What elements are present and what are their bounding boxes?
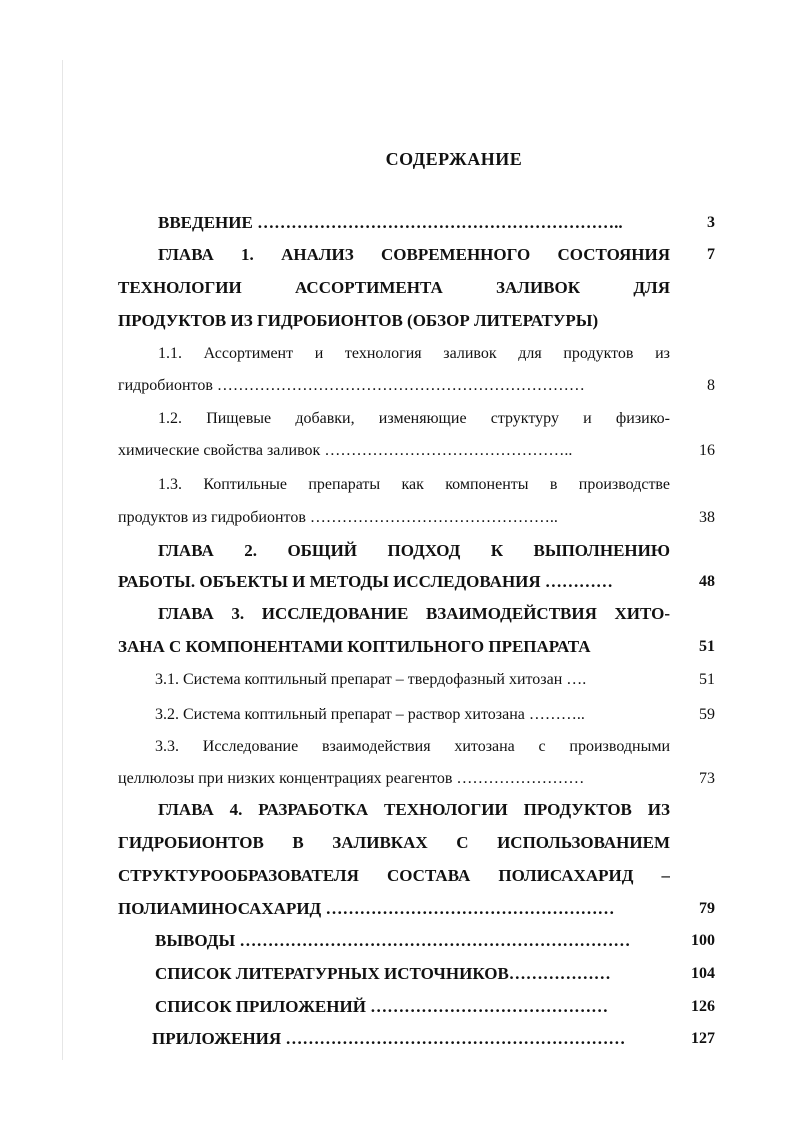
toc-page-number: 51 <box>699 638 715 655</box>
toc-entry-introduction <box>0 208 793 238</box>
toc-page-number: 3 <box>707 214 715 231</box>
toc-entry-text: СПИСОК ПРИЛОЖЕНИЙ …………………………………… <box>155 997 609 1016</box>
toc-entry-text: ВВЕДЕНИЕ ……………………………………………………….. <box>158 213 623 232</box>
toc-entry-text: ПРОДУКТОВ ИЗ ГИДРОБИОНТОВ (ОБЗОР ЛИТЕРАТУРЫ) <box>118 311 599 330</box>
toc-entry-text: ПРИЛОЖЕНИЯ …………………………………………………… <box>152 1029 626 1048</box>
toc-entry-text: РАБОТЫ. ОБЪЕКТЫ И МЕТОДЫ ИССЛЕДОВАНИЯ ………… <box>118 572 613 591</box>
toc-entry-text: ГЛАВА 3. ИССЛЕДОВАНИЕ ВЗАИМОДЕЙСТВИЯ ХИТО- <box>158 604 670 623</box>
toc-entry-chapter-1-cont <box>0 273 793 303</box>
toc-entry-references <box>0 959 793 989</box>
toc-entry-section-1-1-cont <box>0 371 793 401</box>
toc-entry-chapter-1 <box>0 240 793 270</box>
toc-page-number: 59 <box>699 706 715 723</box>
toc-entry-text: 1.3. Коптильные препараты как компоненты в производстве <box>158 476 670 493</box>
toc-entry-text: СПИСОК ЛИТЕРАТУРНЫХ ИСТОЧНИКОВ……………… <box>155 964 611 983</box>
toc-entry-chapter-2-cont <box>0 567 793 597</box>
toc-entry-chapter-3-cont <box>0 632 793 662</box>
toc-entry-chapter-4 <box>0 795 793 825</box>
toc-entry-text: гидробионтов …………………………………………………………… <box>118 377 585 394</box>
toc-entry-appendix-list <box>0 992 793 1022</box>
toc-entry-text: 1.1. Ассортимент и технология заливок для продуктов из <box>158 345 670 362</box>
toc-entry-text: продуктов из гидробионтов ……………………………………….. <box>118 509 558 526</box>
toc-page-number: 38 <box>699 509 715 526</box>
toc-entry-chapter-4-cont <box>0 894 793 924</box>
toc-page-number: 8 <box>707 377 715 394</box>
toc-entry-text: 3.2. Система коптильный препарат – раствор хитозана ……….. <box>155 706 585 723</box>
toc-entry-section-1-3-cont <box>0 503 793 533</box>
toc-entry-section-1-2 <box>0 404 793 434</box>
toc-entry-text: ГЛАВА 1. АНАЛИЗ СОВРЕМЕННОГО СОСТОЯНИЯ <box>158 245 670 264</box>
toc-entry-section-3-2 <box>0 700 793 730</box>
toc-entry-appendices <box>0 1024 793 1054</box>
toc-page-number: 73 <box>699 770 715 787</box>
toc-entry-section-3-3-cont <box>0 764 793 794</box>
toc-page-number: 51 <box>699 671 715 688</box>
toc-page-number: 126 <box>691 998 715 1015</box>
toc-entry-text: ГЛАВА 2. ОБЩИЙ ПОДХОД К ВЫПОЛНЕНИЮ <box>158 541 670 560</box>
toc-entry-chapter-3 <box>0 599 793 629</box>
toc-entry-section-1-2-cont <box>0 436 793 466</box>
toc-entry-text: ВЫВОДЫ …………………………………………………………… <box>155 931 631 950</box>
toc-entry-chapter-2 <box>0 536 793 566</box>
toc-page-number: 104 <box>691 965 715 982</box>
page-title: СОДЕРЖАНИЕ <box>385 149 523 169</box>
toc-page-number: 100 <box>691 932 715 949</box>
toc-entry-text: ГЛАВА 4. РАЗРАБОТКА ТЕХНОЛОГИИ ПРОДУКТОВ ИЗ <box>158 800 670 819</box>
toc-entry-text: ПОЛИАМИНОСАХАРИД …………………………………………… <box>118 899 615 918</box>
toc-entry-text: 3.1. Система коптильный препарат – твердофазный хитозан …. <box>155 671 587 688</box>
toc-entry-text: химические свойства заливок ……………………………………….. <box>118 442 573 459</box>
toc-entry-section-3-1 <box>0 665 793 695</box>
toc-entry-text: целлюлозы при низких концентрациях реагентов …………………… <box>118 770 585 787</box>
toc-page-number: 16 <box>699 442 715 459</box>
toc-entry-text: 1.2. Пищевые добавки, изменяющие структуру и физико- <box>158 410 670 427</box>
toc-entry-text: ЗАНА С КОМПОНЕНТАМИ КОПТИЛЬНОГО ПРЕПАРАТА <box>118 637 591 656</box>
toc-page-number: 48 <box>699 573 715 590</box>
toc-entry-conclusions <box>0 926 793 956</box>
toc-entry-chapter-4-cont <box>0 828 793 858</box>
toc-page-number: 127 <box>691 1030 715 1047</box>
toc-page-number: 79 <box>699 900 715 917</box>
toc-entry-text: ГИДРОБИОНТОВ В ЗАЛИВКАХ С ИСПОЛЬЗОВАНИЕМ <box>118 833 670 852</box>
toc-entry-chapter-1-cont <box>0 306 793 336</box>
toc-entry-section-3-3 <box>0 732 793 762</box>
toc-entry-section-1-3 <box>0 470 793 500</box>
toc-entry-chapter-4-cont <box>0 861 793 891</box>
toc-entry-text: СТРУКТУРООБРАЗОВАТЕЛЯ СОСТАВА ПОЛИСАХАРИД – <box>118 866 670 885</box>
toc-page-number: 7 <box>707 246 715 263</box>
toc-entry-text: ТЕХНОЛОГИИ АССОРТИМЕНТА ЗАЛИВОК ДЛЯ <box>118 278 670 297</box>
toc-entry-text: 3.3. Исследование взаимодействия хитозана с производными <box>155 738 670 755</box>
toc-entry-section-1-1 <box>0 339 793 369</box>
